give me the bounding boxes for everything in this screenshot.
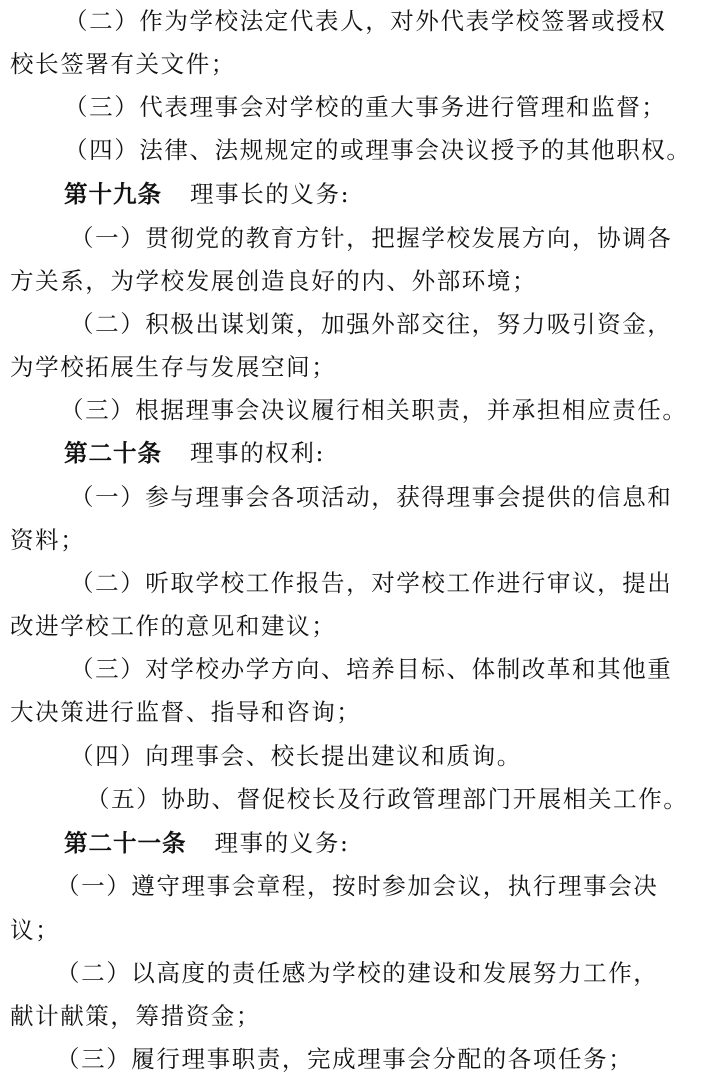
- paragraph-line: （二）作为学校法定代表人，对外代表学校签署或授权: [64, 7, 667, 35]
- article-title: 理事的义务:: [214, 829, 350, 857]
- paragraph-line: （二）听取学校工作报告，对学校工作进行审议，提出: [70, 569, 673, 597]
- paragraph-line: （三）对学校办学方向、培养目标、体制改革和其他重: [70, 655, 673, 683]
- article-heading-21: [64, 823, 706, 863]
- article-number: 第二十条: [64, 439, 162, 467]
- paragraph-line: （三）履行理事职责，完成理事会分配的各项任务；: [56, 1045, 634, 1073]
- paragraph-line: （三）代表理事会对学校的重大事务进行管理和监督；: [64, 93, 667, 121]
- paragraph-line: 献计献策，筹措资金；: [10, 1002, 261, 1030]
- article-heading-20: [64, 433, 706, 473]
- paragraph-line: （二）以高度的责任感为学校的建设和发展努力工作，: [56, 959, 659, 987]
- paragraph-line: （四）向理事会、校长提出建议和质询。: [70, 742, 522, 770]
- paragraph-line: （五）协助、督促校长及行政管理部门开展相关工作。: [86, 785, 689, 813]
- article-title: 理事长的义务:: [190, 180, 351, 208]
- article-number: 第二十一条: [64, 829, 187, 857]
- paragraph-line: 议；: [10, 916, 61, 944]
- article-title: 理事的权利:: [190, 439, 326, 467]
- paragraph-line: （三）根据理事会决议履行相关职责，并承担相应责任。: [60, 396, 688, 424]
- paragraph-line: 校长签署有关文件；: [10, 50, 236, 78]
- paragraph-line: 大决策进行监督、指导和咨询；: [10, 698, 362, 726]
- paragraph-line: （一）贯彻党的教育方针，把握学校发展方向，协调各: [70, 224, 673, 252]
- paragraph-line: 改进学校工作的意见和建议；: [10, 612, 337, 640]
- paragraph-line: 方关系，为学校发展创造良好的内、外部环境；: [10, 267, 538, 295]
- paragraph-line: （一）参与理事会各项活动，获得理事会提供的信息和: [70, 483, 673, 511]
- article-number: 第十九条: [64, 180, 162, 208]
- paragraph-line: （二）积极出谋划策，加强外部交往，努力吸引资金，: [70, 310, 673, 338]
- paragraph-line: （一）遵守理事会章程，按时参加会议，执行理事会决: [56, 872, 659, 900]
- article-heading-19: [64, 174, 706, 214]
- paragraph-line: 为学校拓展生存与发展空间；: [10, 353, 337, 381]
- paragraph-line: （四）法律、法规规定的或理事会决议授予的其他职权。: [64, 136, 692, 164]
- paragraph-line: 资料；: [10, 526, 86, 554]
